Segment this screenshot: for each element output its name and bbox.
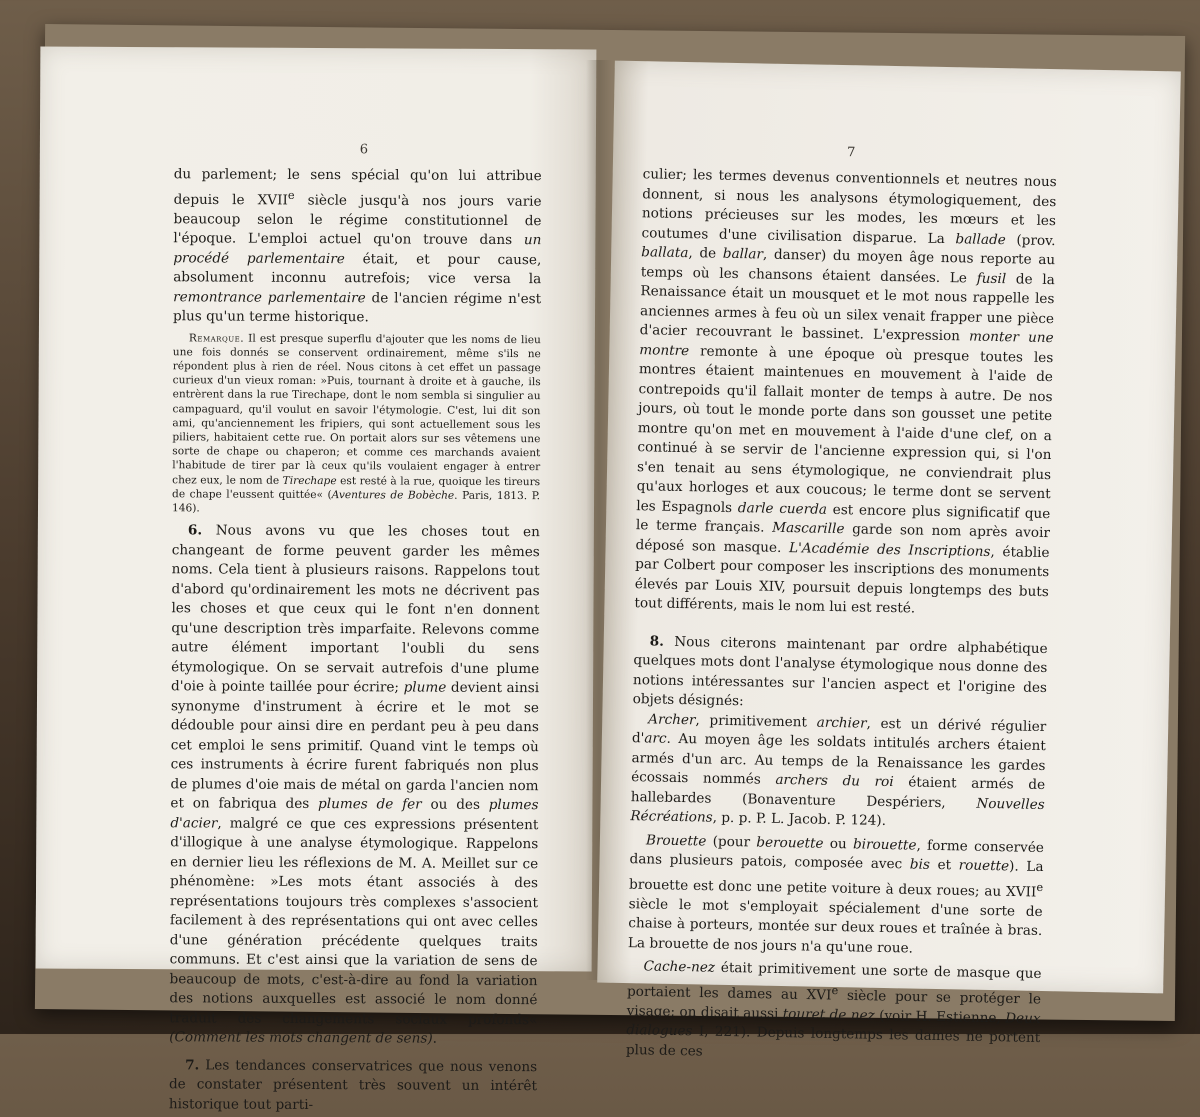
- text-run: siècle pour se protéger le visage; on disait aussi: [626, 987, 1042, 1022]
- italic-term: Archer: [648, 710, 696, 728]
- italic-term: touret de nez: [782, 1005, 875, 1024]
- italic-term: bis: [909, 856, 931, 873]
- text-run: culier; les termes devenus conventionnels et neutres nous donnent, si nous les analysons étymologiquement, des notions précieuses sur les modes, les mœurs et les coutumes d'une civilisation disparue. La: [641, 166, 1057, 247]
- left-text-column: [169, 165, 542, 1116]
- italic-term: plumes d'acier: [170, 797, 539, 832]
- text-run: (voir H. Estienne,: [874, 1007, 1006, 1026]
- entry-cache-nez: [626, 957, 1042, 1068]
- text-run: , de: [688, 245, 723, 262]
- text-run: I, 221). Depuis longtemps les dames ne portent plus de ces: [625, 1023, 1041, 1060]
- italic-term: birouette: [852, 835, 917, 854]
- italic-term: Nouvelles Récréations: [630, 795, 1045, 826]
- italic-term: rouette: [958, 857, 1010, 875]
- italic-term: fusil: [976, 270, 1007, 287]
- italic-term: berouette: [756, 834, 824, 852]
- italic-term: L'Académie des Inscriptions: [788, 539, 991, 560]
- paragraph-8: [632, 632, 1047, 718]
- italic-term: arc: [644, 730, 667, 747]
- text-run: . Paris, 1813. P. 146).: [171, 489, 541, 515]
- text-run: (prov.: [1005, 231, 1056, 249]
- italic-term: Tirechape: [282, 474, 337, 487]
- text-run: , forme conservée dans plusieurs patois, composée avec: [629, 837, 1045, 873]
- paragraph: [634, 165, 1057, 621]
- right-page: [597, 61, 1181, 1060]
- italic-term: archers du roi: [775, 771, 894, 791]
- text-run: du parlement; le sens spécial qu'on lui attribue depuis le XVII: [173, 166, 542, 208]
- text-run: garde son nom après avoir déposé son masque.: [635, 521, 1051, 556]
- text-run: étaient armés de hallebardes (Bonaventure Despériers,: [630, 774, 1046, 812]
- italic-term: Mascarille: [772, 519, 845, 538]
- text-run: , est un dérivé régulier d': [631, 715, 1047, 747]
- text-run: (pour: [706, 833, 757, 851]
- italic-term: Deux dialogues: [626, 1009, 1041, 1040]
- italic-term: un procédé parlementaire: [173, 232, 542, 267]
- paragraph-number: 6.: [187, 522, 203, 539]
- superscript: e: [287, 187, 295, 202]
- text-run: Il est presque superflu d'ajouter que les noms de lieu une fois donnés se conservent ordinairement, même s'ils ne répondent plus à rien de réel. Nous citons à cet effet un passage curieux d'un vieux roman: »Puis, tournant à droite et à gauche, ils entrèrent dans la rue Tirechape, dont le nom sembla si singulier au campaguard, qu'il voulut en savoir l'étymologie. C'est, lui dit son ami, qu'anciennement les fripiers, qui sont actuellement sous les piliers, habitaient cette rue. On portait alors sur ses vêtemens une sorte de chape ou chaperon; et comme ces marchands avaient l'habitude de tirer par là ceux qu'ils voulaient engager à entrer chez eux, le nom de: [172, 332, 541, 487]
- text-run: est resté à la rue, quoique les tireurs de chape l'eussent quittée« (: [172, 474, 541, 501]
- text-run: de l'ancien régime n'est plus qu'un terme historique.: [172, 289, 542, 326]
- superscript: e: [831, 982, 839, 997]
- text-run: .: [432, 1030, 438, 1047]
- text-run: , établie par Colbert pour composer les inscriptions des monuments élevés par Louis XIV, poursuit depuis longtemps des buts tout différents, mais le nom lui est resté.: [634, 543, 1050, 617]
- italic-term: monter une montre: [639, 328, 1054, 359]
- text-run: remonte à une époque où presque toutes les montres étaient maintenues en mouvement à l'aide de contrepoids qu'il fallait monter de temps à autre. De nos jours, où tout le monde porte dans son gousset une petite montre qu'on met en mouvement à l'aide d'une clef, on a continué à se servir de l'ancienne expression qui, si l'on s'en tenait au sens étymologique, ne conviendrait plus qu'aux horloges et aux coucous; le terme dont se servent les Espagnols: [636, 342, 1054, 516]
- italic-term: ballar: [722, 245, 764, 263]
- page-number: 6: [359, 142, 369, 158]
- text-run: , malgré ce que ces expressions présentent d'illogique à une analyse étymologique. Rappelons en dernier lieu les réflexions de M. A. Meillet sur ce phénomène: »Les mots étant associés à des représentations toujours très complexes s'associent facilement à des représentations qui ont avec celles d'une génération précédente quelques traits communs. Et c'est ainsi que la variation de sens de beaucoup de mots, c'est-à-dire au fond la variation des notions auxquelles est associé le nom donné traduit des changements sociaux profonds«: [169, 815, 539, 1028]
- paragraph-number: 7.: [185, 1056, 200, 1074]
- superscript: e: [1036, 879, 1044, 894]
- text-run: ou: [823, 835, 854, 852]
- paragraph-7: [169, 1056, 537, 1116]
- text-run: Nous citerons maintenant par ordre alphabétique quelques mots dont l'analyse étymologique nous donne des notions intéressantes sur l'ancien aspect et l'origine des objets désignés:: [632, 633, 1048, 710]
- text-run: ou des: [421, 796, 489, 814]
- left-page: [36, 47, 597, 1113]
- entry-brouette: [628, 831, 1044, 961]
- text-run: Les tendances conservatrices que nous venons de constater présentent très souvent un intérêt historique tout parti-: [168, 1057, 538, 1113]
- text-run: et: [929, 856, 959, 874]
- italic-term: Brouette: [645, 831, 707, 850]
- right-text-column: [626, 165, 1057, 1068]
- remark-note: [172, 331, 541, 518]
- text-run: , p. p. P. L. Jacob. P. 124).: [712, 809, 887, 829]
- text-run: est encore plus significatif que le terme français.: [635, 501, 1051, 536]
- text-run: , primitivement: [695, 711, 817, 731]
- italic-term: plumes de fer: [318, 796, 422, 813]
- italic-term: ballade: [955, 230, 1006, 248]
- paragraph: [173, 165, 542, 328]
- italic-term: plume: [403, 679, 447, 696]
- text-run: ). La brouette est donc une petite voiture à deux roues; au XVII: [628, 858, 1044, 900]
- paragraph-number: 8.: [649, 632, 665, 650]
- text-run: était, et pour cause, absolument inconnu autrefois; vice versa la: [173, 250, 542, 288]
- entry-archer: [630, 710, 1046, 835]
- italic-term: archier: [816, 714, 867, 732]
- italic-term: (Comment les mots changent de sens): [169, 1029, 433, 1047]
- text-run: . Au moyen âge les soldats intitulés archers étaient armés d'un arc. Au temps de la Renaissance les gardes écossais nommés: [630, 730, 1046, 788]
- italic-term: Aventures de Bobèche: [331, 488, 455, 502]
- italic-term: remontrance parlementaire: [173, 288, 366, 306]
- text-run: devient ainsi synonyme d'instrument à écrire et le mot se dédouble pour ainsi dire en perdant peu à peu dans cet emploi le sens primitif. Quand vint le temps où ces instruments à écrire furent fabriqués non plus de plumes d'oie mais de métal on garda l'ancien nom et on fabriqua des: [170, 679, 540, 813]
- italic-term: darle cuerda: [737, 499, 828, 518]
- text-run: Remarque.: [188, 331, 245, 345]
- italic-term: ballata: [641, 244, 689, 262]
- page-number: 7: [846, 145, 856, 161]
- text-run: de la Renaissance était un mousquet et le mot nous rappelle les anciennes armes à feu où un silex venait frapper une pièce d'acier recouvrant le bassinet. L'expression: [639, 270, 1055, 345]
- text-run: était primitivement une sorte de masque que portaient les dames au XVI: [626, 959, 1042, 1004]
- italic-term: Cache-nez: [643, 958, 716, 976]
- text-run: , danser) du moyen âge nous reporte au temps où les chansons étaient dansées. Le: [640, 246, 1056, 287]
- paragraph-6: [169, 521, 540, 1049]
- text-run: siècle jusqu'à nos jours varie beaucoup selon le régime constitutionnel de l'époque. L'emploi actuel qu'on trouve dans: [173, 191, 542, 249]
- text-run: siècle le mot s'employait spécialement d'une sorte de chaise à porteurs, montée sur deux roues et traînée à bras. La brouette de nos jours n'a qu'une roue.: [627, 895, 1043, 957]
- text-run: Nous avons vu que les choses tout en changeant de forme peuvent garder les mêmes noms. Cela tient à plusieurs raisons. Rappelons tout d'abord qu'ordinairement les mots ne décrivent pas les choses et que ceux qui le font n'en donnent qu'une description très imparfaite. Relevons comme autre élément important l'oubli du sens étymologique. On se servait autrefois d'une plume d'oie à pointe taillée pour écrire;: [171, 522, 540, 696]
